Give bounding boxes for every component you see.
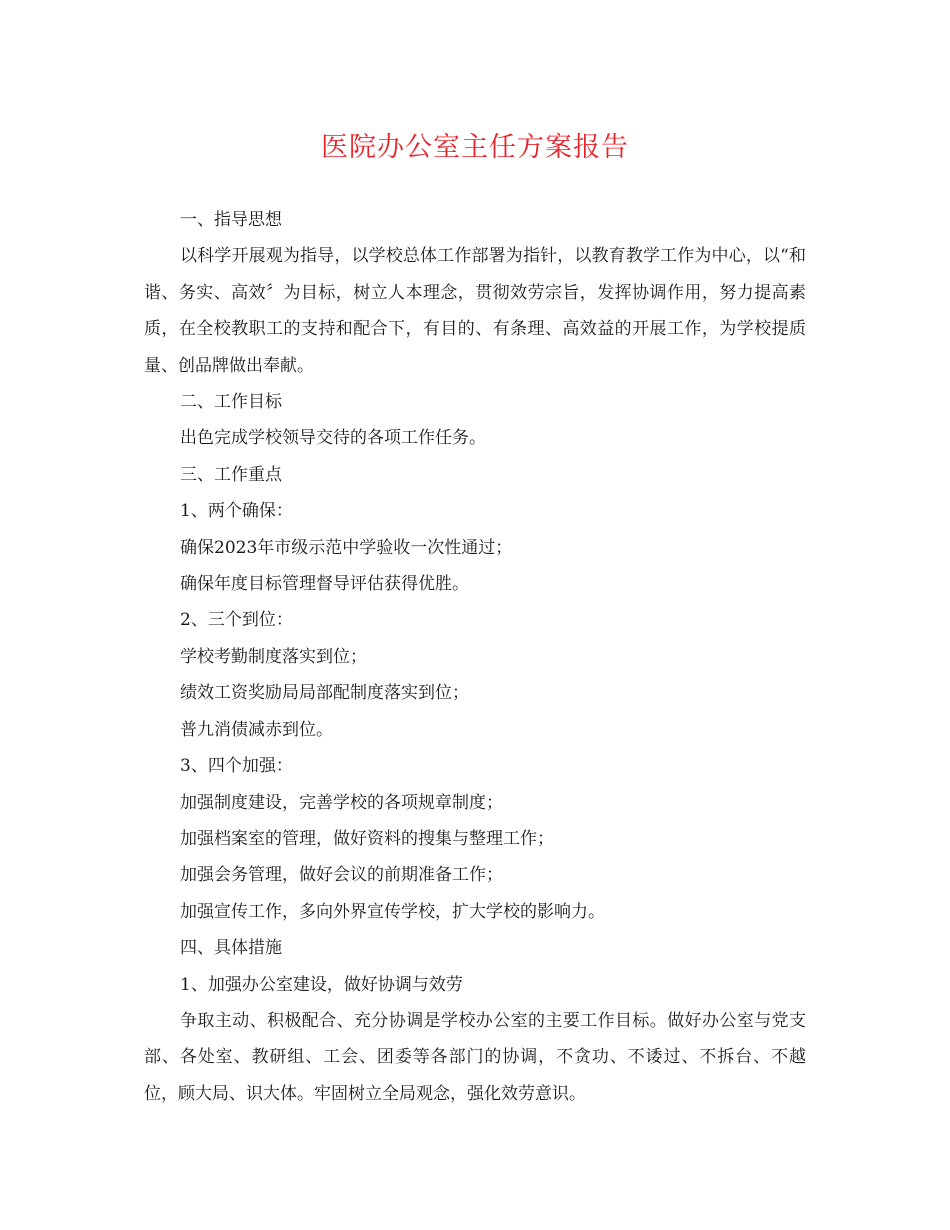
paragraph: 出色完成学校领导交待的各项工作任务。 <box>180 428 486 449</box>
list-item: 学校考勤制度落实到位； <box>180 646 367 667</box>
section-heading: 二、工作目标 <box>180 392 282 413</box>
list-item: 加强宣传工作，多向外界宣传学校，扩大学校的影响力。 <box>180 901 605 922</box>
section-heading: 四、具体措施 <box>180 938 282 959</box>
list-item: 绩效工资奖励局局部配制度落实到位； <box>180 683 469 704</box>
paragraph: 争取主动、积极配合、充分协调是学校办公室的主要工作目标。做好办公室与党支部、各处室、教研组、工会、团委等各部门的协调，不贪功、不诿过、不拆台、不越位，顾大局、识大体。牢固树立全局观念，强化效劳意识。 <box>144 1010 806 1104</box>
document-title: 医院办公室主任方案报告 <box>321 132 629 163</box>
section-heading: 三、工作重点 <box>180 464 282 485</box>
list-item: 确保年度目标管理督导评估获得优胜。 <box>180 574 469 595</box>
list-item: 确保2023年市级示范中学验收一次性通过； <box>180 537 513 558</box>
paragraph: 以科学开展观为指导，以学校总体工作部署为指针，以教育教学工作为中心，以“和谐、务实、高效〞为目标，树立人本理念，贯彻效劳宗旨，发挥协调作用，努力提高素质，在全校教职工的支持和配合下，有目的、有条理、高效益的开展工作，为学校提质量、创品牌做出奉献。 <box>144 246 806 376</box>
subheading: 1、加强办公室建设，做好协调与效劳 <box>180 974 463 995</box>
subheading: 1、两个确保： <box>180 501 293 522</box>
list-item: 普九消债减赤到位。 <box>180 719 333 740</box>
section-heading: 一、指导思想 <box>180 210 282 230</box>
document-body <box>144 202 806 1112</box>
list-item: 加强档案室的管理，做好资料的搜集与整理工作； <box>180 828 554 849</box>
subheading: 3、四个加强： <box>180 756 293 777</box>
list-item: 加强会务管理，做好会议的前期准备工作； <box>180 865 503 886</box>
subheading: 2、三个到位： <box>180 610 293 631</box>
list-item: 加强制度建设，完善学校的各项规章制度； <box>180 792 503 813</box>
